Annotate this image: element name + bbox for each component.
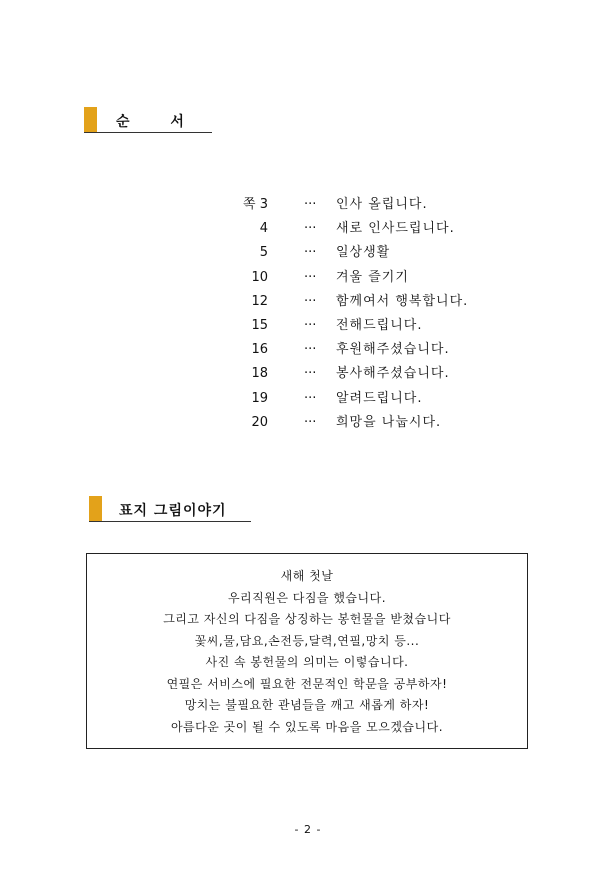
- toc-leader: ···: [304, 221, 317, 237]
- toc-heading: [84, 107, 212, 133]
- cover-story-heading: [89, 496, 251, 522]
- toc-page-number: 4: [259, 221, 268, 237]
- heading-underline: [89, 521, 251, 522]
- cover-story-line: 우리직원은 다짐을 했습니다.: [227, 590, 387, 605]
- toc-leader: ···: [304, 390, 317, 406]
- toc-leader: ···: [304, 269, 317, 285]
- heading-underline: [84, 132, 212, 133]
- toc-entry: [220, 387, 520, 411]
- toc-leader: ···: [304, 197, 317, 212]
- toc-page-number: 10: [251, 269, 268, 285]
- toc-entry-title: 함께여서 행복합니다.: [336, 293, 469, 309]
- cover-story-line: 그리고 자신의 다짐을 상징하는 봉헌물을 받쳤습니다: [163, 612, 451, 626]
- heading-accent-bar: [89, 496, 102, 521]
- toc-page-number: 20: [251, 414, 268, 430]
- toc-title: 순 서: [116, 114, 202, 130]
- toc-entry-title: 후원해주셨습니다.: [336, 342, 450, 358]
- table-of-contents: [220, 193, 520, 435]
- toc-page-number: 16: [251, 342, 268, 358]
- toc-entry-title: 희망을 나눕시다.: [336, 414, 442, 430]
- toc-page-number: 쪽 3: [243, 197, 268, 212]
- cover-story-line: 새해 첫날: [280, 569, 334, 583]
- page-number: - 2 -: [294, 823, 322, 836]
- cover-story-line: 아름다운 곳이 될 수 있도록 마음을 모으겠습니다.: [170, 719, 444, 734]
- toc-entry-title: 겨울 즐기기: [336, 269, 409, 285]
- toc-page-number: 5: [259, 245, 268, 261]
- toc-leader: ···: [304, 245, 317, 261]
- toc-entry: [220, 266, 520, 290]
- toc-entry-title: 일상생활: [336, 245, 391, 261]
- toc-leader: ···: [304, 293, 317, 309]
- toc-entry: [220, 241, 520, 265]
- toc-entry-title: 새로 인사드립니다.: [336, 221, 455, 237]
- toc-leader: ···: [304, 414, 317, 430]
- cover-story-line: 망치는 불필요한 관념들을 깨고 새롭게 하자!: [184, 698, 430, 712]
- toc-entry: [220, 290, 520, 314]
- toc-entry: [220, 314, 520, 338]
- toc-entry-title: 전해드립니다.: [336, 317, 423, 333]
- heading-accent-bar: [84, 107, 97, 132]
- toc-entry: [220, 338, 520, 362]
- toc-page-number: 15: [251, 317, 268, 333]
- cover-story-line: 꽃씨,물,담요,손전등,달력,연필,망치 등...: [194, 633, 420, 648]
- toc-leader: ···: [304, 366, 317, 382]
- toc-leader: ···: [304, 317, 317, 333]
- toc-entry-title: 봉사해주셨습니다.: [336, 366, 450, 382]
- toc-page-number: 19: [251, 390, 268, 406]
- toc-entry: [220, 217, 520, 241]
- cover-story-line: 연필은 서비스에 필요한 전문적인 학문을 공부하자!: [166, 676, 448, 691]
- toc-page-number: 18: [251, 366, 268, 382]
- toc-entry: [220, 362, 520, 386]
- toc-entry: [220, 193, 520, 217]
- cover-story-title: 표지 그림이야기: [119, 503, 227, 519]
- toc-entry-title: 인사 올립니다.: [336, 197, 428, 212]
- cover-story-text: [87, 566, 527, 738]
- cover-story-line: 사진 속 봉헌물의 의미는 이렇습니다.: [205, 655, 409, 669]
- toc-entry-title: 알려드립니다.: [336, 390, 423, 406]
- toc-page-number: 12: [251, 293, 268, 309]
- cover-story-box: [86, 553, 528, 749]
- toc-entry: [220, 411, 520, 435]
- toc-leader: ···: [304, 342, 317, 358]
